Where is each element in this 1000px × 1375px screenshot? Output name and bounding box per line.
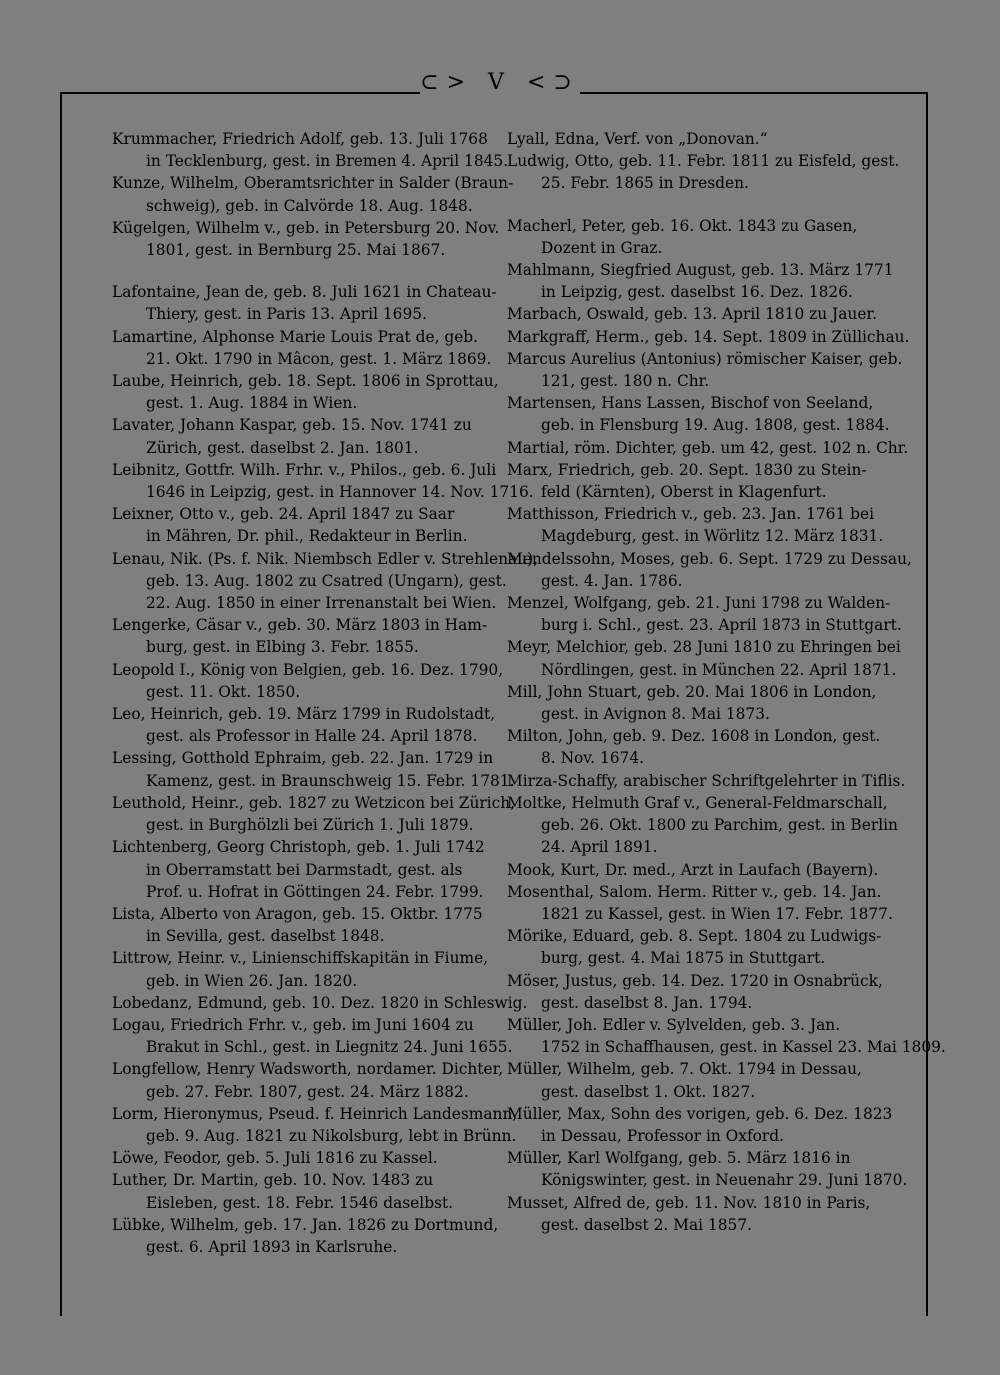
- index-entry: [112, 326, 492, 370]
- index-entry: [507, 150, 900, 194]
- entry-first-line: Milton, John, geb. 9. Dez. 1608 in London, gest.: [507, 727, 881, 746]
- index-entry: [112, 747, 515, 791]
- entry-first-line: Müller, Wilhelm, geb. 7. Okt. 1794 in Dessau,: [507, 1060, 862, 1079]
- entry-first-line: Kügelgen, Wilhelm v., geb. in Petersburg 20. Nov.: [112, 218, 500, 237]
- entry-continuation-line: 8. Nov. 1674.: [541, 749, 645, 768]
- entry-continuation-line: gest. daselbst 1. Okt. 1827.: [541, 1082, 756, 1101]
- index-entry: [507, 259, 894, 303]
- index-entry: [507, 925, 882, 969]
- entry-first-line: Mook, Kurt, Dr. med., Arzt in Laufach (Bayern).: [507, 860, 879, 879]
- entry-continuation-line: gest. 1. Aug. 1884 in Wien.: [146, 394, 358, 413]
- index-entry: [507, 459, 877, 503]
- entry-first-line: Müller, Max, Sohn des vorigen, geb. 6. Dez. 1823: [507, 1104, 893, 1123]
- entry-first-line: Martial, röm. Dichter, geb. um 42, gest. 102 n. Chr.: [507, 438, 909, 457]
- entry-continuation-line: geb. 13. Aug. 1802 zu Csatred (Ungarn), gest.: [146, 571, 507, 590]
- entry-continuation-line: Kamenz, gest. in Braunschweig 15. Febr. 1781.: [146, 771, 515, 790]
- entry-first-line: Lamartine, Alphonse Marie Louis Prat de, geb.: [112, 327, 479, 346]
- page-header-ornament: [0, 70, 1000, 95]
- entry-first-line: Lavater, Johann Kaspar, geb. 15. Nov. 1741 zu: [112, 416, 472, 435]
- entry-first-line: Lista, Alberto von Aragon, geb. 15. Oktbr. 1775: [112, 904, 483, 923]
- index-entry: [507, 326, 910, 348]
- entry-continuation-line: 21. Okt. 1790 in Mâcon, gest. 1. März 1869.: [146, 349, 492, 368]
- entry-first-line: Lengerke, Cäsar v., geb. 30. März 1803 in Ham-: [112, 616, 488, 635]
- entry-first-line: Musset, Alfred de, geb. 11. Nov. 1810 in Paris,: [507, 1193, 871, 1212]
- entry-first-line: Lafontaine, Jean de, geb. 8. Juli 1621 in Chateau-: [112, 283, 497, 302]
- index-entry: [507, 636, 901, 680]
- entry-first-line: Moltke, Helmuth Graf v., General-Feldmarschall,: [507, 793, 888, 812]
- entry-first-line: Macherl, Peter, geb. 16. Okt. 1843 zu Gasen,: [507, 216, 858, 235]
- entry-first-line: Mahlmann, Siegfried August, geb. 13. März 1771: [507, 261, 894, 280]
- index-entry: [507, 1103, 893, 1147]
- entry-continuation-line: geb. in Flensburg 19. Aug. 1808, gest. 1884.: [541, 416, 890, 435]
- index-entry: [112, 172, 514, 216]
- index-entry: [112, 1014, 513, 1058]
- index-entry: [507, 725, 881, 769]
- section-gap: [507, 195, 877, 215]
- index-entry: [507, 303, 877, 325]
- index-entry: [507, 348, 903, 392]
- index-entry: [112, 992, 528, 1014]
- entry-continuation-line: burg i. Schl., gest. 23. April 1873 in Stuttgart.: [541, 616, 902, 635]
- index-entry: [112, 1058, 504, 1102]
- entry-continuation-line: geb. 9. Aug. 1821 zu Nikolsburg, lebt in Brünn.: [146, 1126, 517, 1145]
- index-entry: [507, 1192, 877, 1236]
- entry-first-line: Mendelssohn, Moses, geb. 6. Sept. 1729 zu Dessau,: [507, 549, 912, 568]
- entry-continuation-line: Zürich, gest. daselbst 2. Jan. 1801.: [146, 438, 419, 457]
- entry-first-line: Laube, Heinrich, geb. 18. Sept. 1806 in Sprottau,: [112, 372, 499, 391]
- entry-continuation-line: 121, gest. 180 n. Chr.: [541, 372, 710, 391]
- entry-continuation-line: 1646 in Leipzig, gest. in Hannover 14. Nov. 1716.: [146, 483, 534, 502]
- entry-continuation-line: burg, gest. 4. Mai 1875 in Stuttgart.: [541, 949, 826, 968]
- entry-continuation-line: gest. 4. Jan. 1786.: [541, 571, 683, 590]
- entry-first-line: Mörike, Eduard, geb. 8. Sept. 1804 zu Ludwigs-: [507, 927, 882, 946]
- index-entry: [507, 881, 893, 925]
- entry-first-line: Markgraff, Herm., geb. 14. Sept. 1809 in Züllichau.: [507, 327, 910, 346]
- index-entry: [112, 792, 516, 836]
- index-entry: [507, 1014, 946, 1058]
- index-entry: [507, 770, 906, 792]
- index-entry: [112, 1147, 482, 1169]
- entry-first-line: Luther, Dr. Martin, geb. 10. Nov. 1483 zu: [112, 1171, 434, 1190]
- index-entry: [112, 703, 496, 747]
- entry-continuation-line: gest. 6. April 1893 in Karlsruhe.: [146, 1237, 398, 1256]
- entry-continuation-line: 25. Febr. 1865 in Dresden.: [541, 174, 749, 193]
- entry-continuation-line: gest. in Avignon 8. Mai 1873.: [541, 705, 770, 724]
- entry-first-line: Mosenthal, Salom. Herm. Ritter v., geb. 14. Jan.: [507, 882, 882, 901]
- index-entry: [112, 614, 488, 658]
- entry-first-line: Littrow, Heinr. v., Linienschiffskapitän in Fiume,: [112, 949, 489, 968]
- entry-continuation-line: 1752 in Schaffhausen, gest. in Kassel 23. Mai 1809.: [541, 1038, 946, 1057]
- entry-continuation-line: in Sevilla, gest. daselbst 1848.: [146, 927, 385, 946]
- index-entry: [112, 548, 538, 615]
- index-entry: [507, 592, 902, 636]
- index-entry: [507, 681, 877, 725]
- entry-continuation-line: geb. 27. Febr. 1807, gest. 24. März 1882.: [146, 1082, 469, 1101]
- index-entry: [112, 836, 485, 903]
- entry-continuation-line: schweig), geb. in Calvörde 18. Aug. 1848.: [146, 196, 473, 215]
- entry-first-line: Marcus Aurelius (Antonius) römischer Kaiser, geb.: [507, 349, 903, 368]
- index-entry: [112, 370, 499, 414]
- entry-continuation-line: in Dessau, Professor in Oxford.: [541, 1126, 785, 1145]
- left-column: [112, 128, 538, 1258]
- entry-continuation-line: 1821 zu Kassel, gest. in Wien 17. Febr. 1877.: [541, 904, 893, 923]
- index-entry: [112, 128, 509, 172]
- entry-continuation-line: gest. 11. Okt. 1850.: [146, 682, 301, 701]
- entry-first-line: Marbach, Oswald, geb. 13. April 1810 zu Jauer.: [507, 305, 877, 324]
- index-entry: [507, 970, 883, 1014]
- entry-first-line: Lübke, Wilhelm, geb. 17. Jan. 1826 zu Dortmund,: [112, 1215, 499, 1234]
- index-entry: [507, 859, 877, 881]
- index-entry: [507, 1058, 877, 1102]
- entry-continuation-line: Eisleben, gest. 18. Febr. 1546 daselbst.: [146, 1193, 454, 1212]
- index-entry: [507, 128, 877, 150]
- index-entry: [507, 215, 877, 259]
- entry-continuation-line: in Mähren, Dr. phil., Redakteur in Berlin.: [146, 527, 468, 546]
- entry-continuation-line: gest. daselbst 2. Mai 1857.: [541, 1215, 752, 1234]
- entry-continuation-line: Thiery, gest. in Paris 13. April 1695.: [146, 305, 427, 324]
- entry-first-line: Müller, Karl Wolfgang, geb. 5. März 1816 in: [507, 1149, 851, 1168]
- entry-continuation-line: Magdeburg, gest. in Wörlitz 12. März 1831.: [541, 527, 884, 546]
- index-entry: [112, 1214, 499, 1258]
- entry-first-line: Lorm, Hieronymus, Pseud. f. Heinrich Landesmann,: [112, 1104, 518, 1123]
- entry-first-line: Logau, Friedrich Frhr. v., geb. im Juni 1604 zu: [112, 1015, 474, 1034]
- index-entry: [507, 503, 884, 547]
- entry-continuation-line: 1801, gest. in Bernburg 25. Mai 1867.: [146, 241, 446, 260]
- entry-continuation-line: feld (Kärnten), Oberst in Klagenfurt.: [541, 483, 827, 502]
- entry-continuation-line: gest. daselbst 8. Jan. 1794.: [541, 993, 753, 1012]
- entry-continuation-line: burg, gest. in Elbing 3. Febr. 1855.: [146, 638, 419, 657]
- entry-first-line: Leixner, Otto v., geb. 24. April 1847 zu Saar: [112, 505, 455, 524]
- entry-continuation-line: Brakut in Schl., gest. in Liegnitz 24. Juni 1655.: [146, 1038, 513, 1057]
- index-entry: [112, 947, 489, 991]
- entry-first-line: Leibnitz, Gottfr. Wilh. Frhr. v., Philos., geb. 6. Juli: [112, 460, 497, 479]
- entry-first-line: Ludwig, Otto, geb. 11. Febr. 1811 zu Eisfeld, gest.: [507, 152, 900, 171]
- entry-first-line: Marx, Friedrich, geb. 20. Sept. 1830 zu Stein-: [507, 460, 867, 479]
- right-column: [507, 128, 946, 1236]
- entry-first-line: Mill, John Stuart, geb. 20. Mai 1806 in London,: [507, 682, 877, 701]
- entry-continuation-line: Nördlingen, gest. in München 22. April 1871.: [541, 660, 897, 679]
- entry-continuation-line: gest. als Professor in Halle 24. April 1878.: [146, 727, 478, 746]
- index-entry: [507, 548, 912, 592]
- index-entry: [507, 792, 898, 859]
- index-entry: [507, 1147, 908, 1191]
- entry-first-line: Löwe, Feodor, geb. 5. Juli 1816 zu Kassel.: [112, 1149, 438, 1168]
- page-number: V: [488, 70, 512, 95]
- index-entry: [507, 392, 890, 436]
- index-entry: [112, 1169, 482, 1213]
- entry-continuation-line: geb. 26. Okt. 1800 zu Parchim, gest. in Berlin: [541, 816, 898, 835]
- entry-first-line: Kunze, Wilhelm, Oberamtsrichter in Salder (Braun-: [112, 174, 514, 193]
- index-entry: [112, 459, 534, 503]
- entry-continuation-line: in Leipzig, gest. daselbst 16. Dez. 1826.: [541, 283, 853, 302]
- entry-continuation-line: geb. in Wien 26. Jan. 1820.: [146, 971, 358, 990]
- entry-first-line: Leo, Heinrich, geb. 19. März 1799 in Rudolstadt,: [112, 705, 496, 724]
- entry-first-line: Leopold I., König von Belgien, geb. 16. Dez. 1790,: [112, 660, 504, 679]
- index-entry: [112, 414, 482, 458]
- index-entry: [112, 217, 500, 261]
- entry-first-line: Meyr, Melchior, geb. 28 Juni 1810 zu Ehringen bei: [507, 638, 901, 657]
- entry-first-line: Matthisson, Friedrich v., geb. 23. Jan. 1761 bei: [507, 505, 875, 524]
- entry-first-line: Lichtenberg, Georg Christoph, geb. 1. Juli 1742: [112, 838, 485, 857]
- entry-continuation-line: gest. in Burghölzli bei Zürich 1. Juli 1879.: [146, 816, 474, 835]
- index-entry: [112, 503, 482, 547]
- entry-first-line: Möser, Justus, geb. 14. Dez. 1720 in Osnabrück,: [507, 971, 883, 990]
- ornament-right-icon: <⊃: [526, 70, 580, 95]
- entry-first-line: Longfellow, Henry Wadsworth, nordamer. Dichter,: [112, 1060, 504, 1079]
- entry-first-line: Lessing, Gotthold Ephraim, geb. 22. Jan. 1729 in: [112, 749, 494, 768]
- entry-first-line: Müller, Joh. Edler v. Sylvelden, geb. 3. Jan.: [507, 1015, 841, 1034]
- entry-continuation-line: Dozent in Graz.: [541, 238, 663, 257]
- entry-first-line: Menzel, Wolfgang, geb. 21. Juni 1798 zu Walden-: [507, 594, 891, 613]
- entry-first-line: Mirza-Schaffy, arabischer Schriftgelehrter in Tiflis.: [507, 771, 906, 790]
- entry-first-line: Lyall, Edna, Verf. von „Donovan.“: [507, 130, 768, 148]
- entry-continuation-line: in Tecklenburg, gest. in Bremen 4. April 1845.: [146, 152, 509, 171]
- index-entry: [112, 1103, 518, 1147]
- entry-continuation-line: in Oberramstatt bei Darmstadt, gest. als: [146, 860, 463, 879]
- entry-first-line: Lenau, Nik. (Ps. f. Nik. Niembsch Edler v. Strehlenau),: [112, 549, 538, 568]
- ornament-left-icon: ⊂>: [420, 70, 474, 95]
- entry-first-line: Lobedanz, Edmund, geb. 10. Dez. 1820 in Schleswig.: [112, 993, 528, 1012]
- index-entry: [112, 281, 497, 325]
- entry-first-line: Krummacher, Friedrich Adolf, geb. 13. Juli 1768: [112, 130, 488, 148]
- section-gap: [112, 261, 482, 281]
- entry-continuation-line: Prof. u. Hofrat in Göttingen 24. Febr. 1799.: [146, 882, 484, 901]
- index-entry: [112, 903, 482, 947]
- index-entry: [507, 437, 909, 459]
- index-entry: [112, 659, 504, 703]
- entry-continuation-line: 22. Aug. 1850 in einer Irrenanstalt bei Wien.: [146, 594, 497, 613]
- entry-first-line: Martensen, Hans Lassen, Bischof von Seeland,: [507, 394, 874, 413]
- entry-first-line: Leuthold, Heinr., geb. 1827 zu Wetzicon bei Zürich,: [112, 793, 516, 812]
- entry-continuation-line: Königswinter, gest. in Neuenahr 29. Juni 1870.: [541, 1171, 908, 1190]
- entry-continuation-line: 24. April 1891.: [541, 838, 658, 857]
